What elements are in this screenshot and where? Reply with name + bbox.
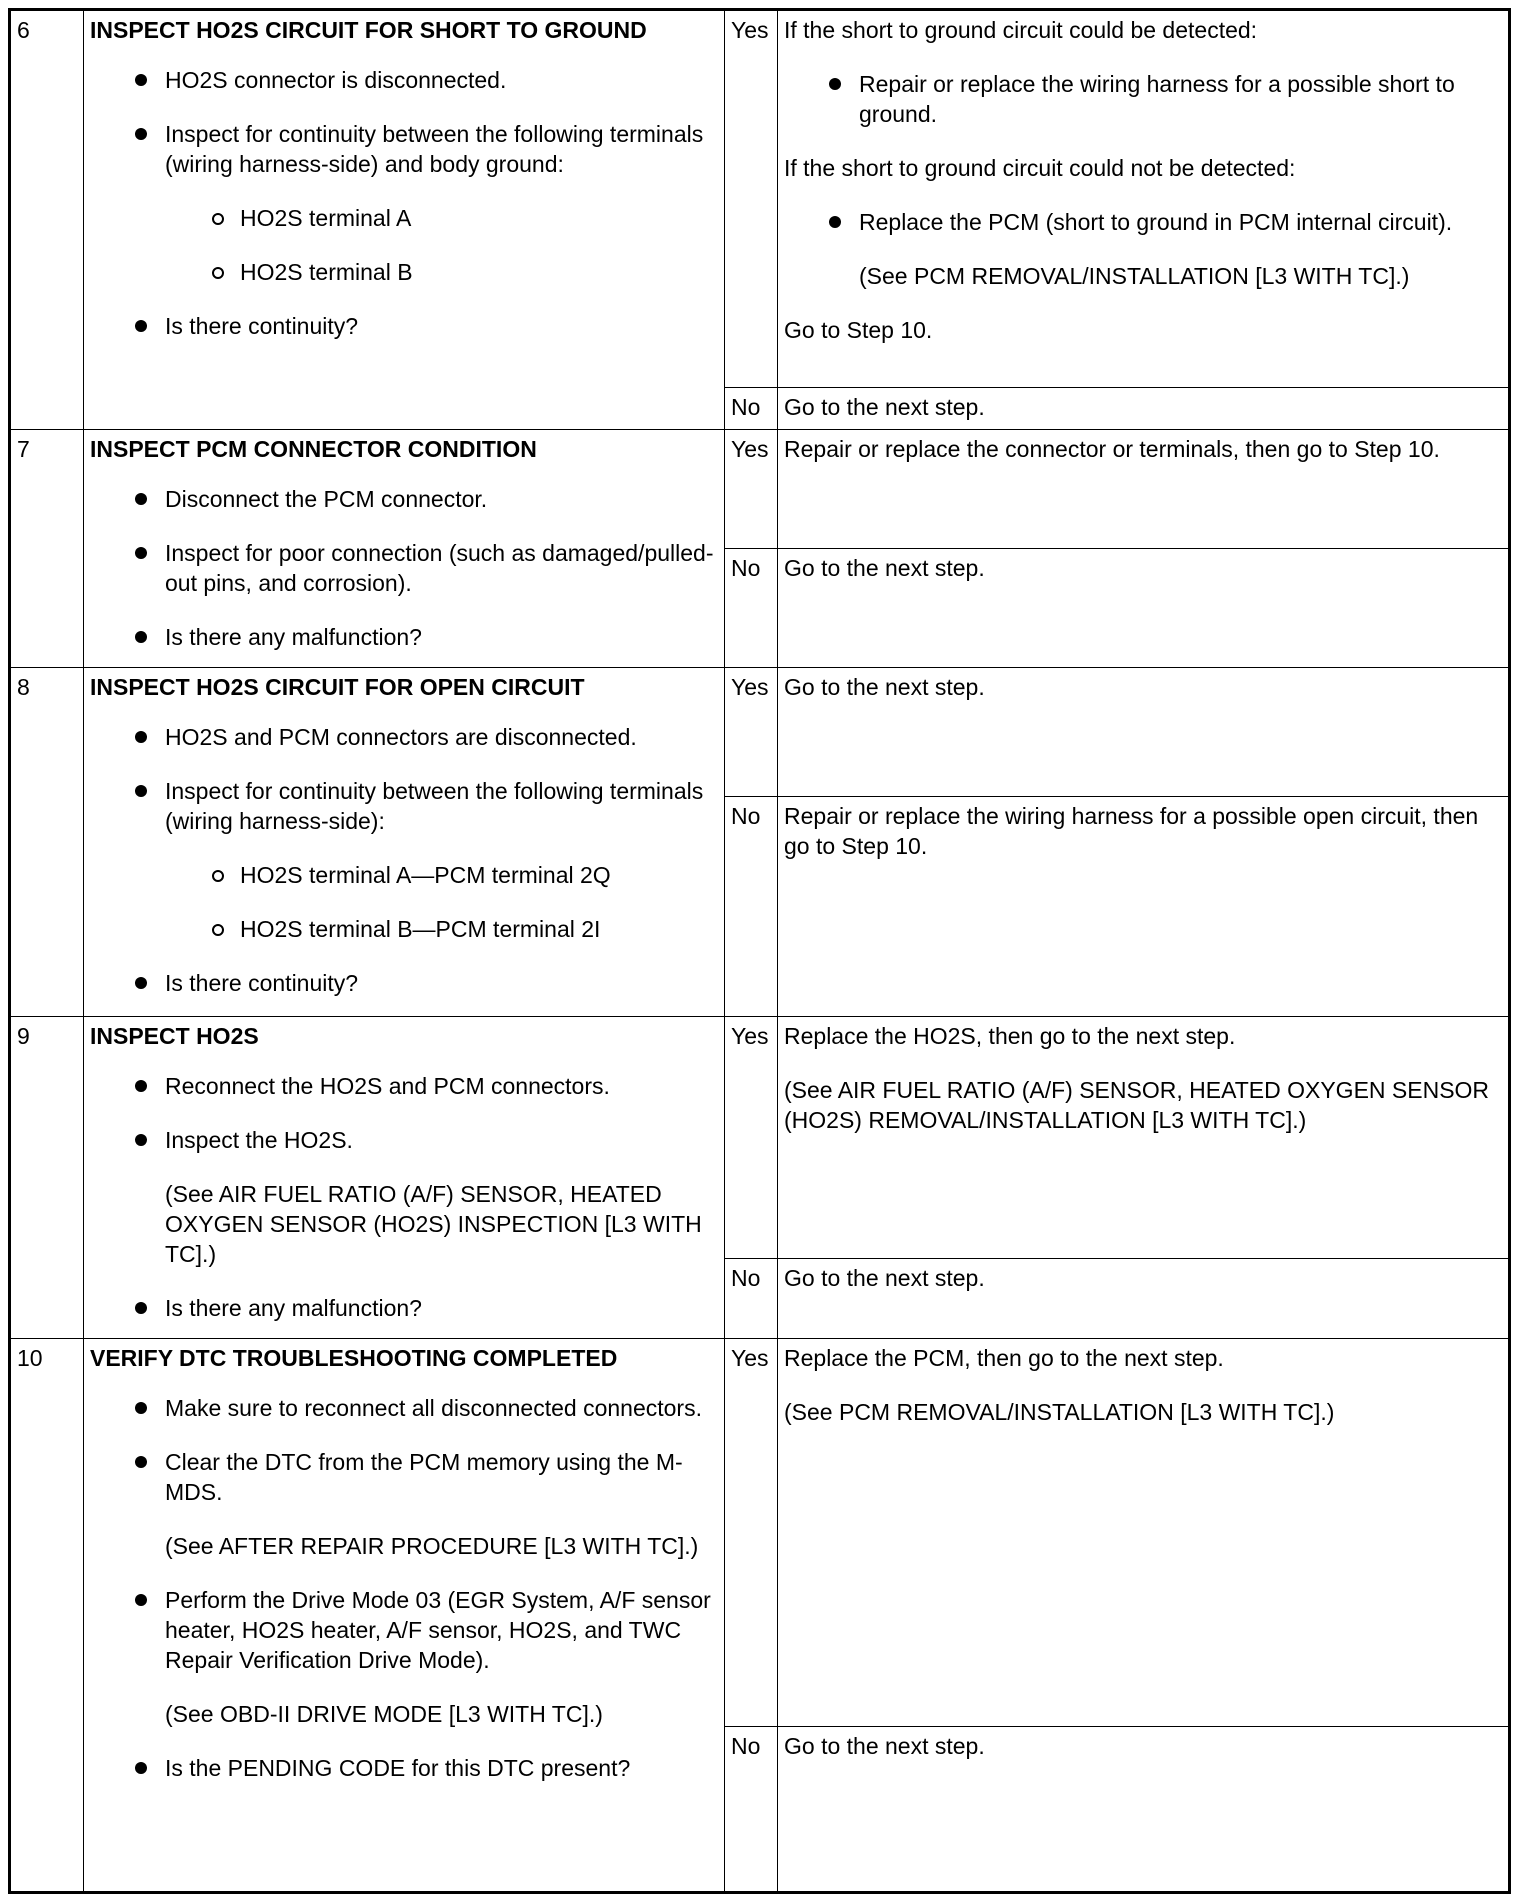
yes-label: Yes bbox=[725, 1339, 778, 1727]
no-label: No bbox=[725, 797, 778, 1017]
yes-label: Yes bbox=[725, 430, 778, 549]
action-item: Is there continuity? bbox=[90, 311, 718, 341]
step-number: 9 bbox=[10, 1017, 84, 1339]
step-10-yes-row bbox=[10, 1339, 1510, 1727]
step-title: INSPECT HO2S CIRCUIT FOR OPEN CIRCUIT bbox=[90, 674, 585, 700]
step-number: 7 bbox=[10, 430, 84, 668]
action-item: HO2S connector is disconnected. bbox=[90, 65, 718, 95]
yes-result: Repair or replace the connector or terminals, then go to Step 10. bbox=[778, 430, 1510, 549]
terminal-item: HO2S terminal B—PCM terminal 2I bbox=[90, 914, 718, 944]
action-item: Is there any malfunction? bbox=[90, 622, 718, 652]
terminal-item: HO2S terminal A bbox=[90, 203, 718, 233]
no-result: Go to the next step. bbox=[778, 549, 1510, 668]
action-item: Inspect for continuity between the following terminals (wiring harness-side) and body ground: HO2S terminal A HO2S terminal B bbox=[90, 119, 718, 287]
step-title: INSPECT HO2S CIRCUIT FOR SHORT TO GROUND bbox=[90, 17, 647, 43]
reference-note: (See AFTER REPAIR PROCEDURE [L3 WITH TC].) bbox=[165, 1533, 699, 1559]
step-number: 6 bbox=[10, 10, 84, 430]
action-item: Inspect the HO2S. (See AIR FUEL RATIO (A/F) SENSOR, HEATED OXYGEN SENSOR (HO2S) INSPECTION [L3 WITH TC].) bbox=[90, 1125, 718, 1269]
yes-label: Yes bbox=[725, 668, 778, 797]
action-item: Inspect for continuity between the following terminals (wiring harness-side): HO2S terminal A—PCM terminal 2Q HO2S terminal B—PCM terminal 2I bbox=[90, 776, 718, 944]
no-result: Repair or replace the wiring harness for a possible open circuit, then go to Step 10. bbox=[778, 797, 1510, 1017]
action-list bbox=[90, 1071, 718, 1323]
action-item: Is the PENDING CODE for this DTC present? bbox=[90, 1753, 718, 1783]
no-label: No bbox=[725, 388, 778, 430]
yes-label: Yes bbox=[725, 10, 778, 388]
result-item: Repair or replace the wiring harness for a possible short to ground. bbox=[784, 69, 1502, 129]
yes-result: Go to the next step. bbox=[778, 668, 1510, 797]
terminal-list bbox=[165, 203, 718, 287]
reference-note: (See PCM REMOVAL/INSTALLATION [L3 WITH TC].) bbox=[784, 1399, 1335, 1425]
step-action bbox=[84, 1339, 725, 1893]
yes-result: Replace the HO2S, then go to the next step. (See AIR FUEL RATIO (A/F) SENSOR, HEATED OXYGEN SENSOR (HO2S) REMOVAL/INSTALLATION [L3 WITH TC].) bbox=[778, 1017, 1510, 1259]
terminal-item: HO2S terminal A—PCM terminal 2Q bbox=[90, 860, 718, 890]
reference-note: (See OBD-II DRIVE MODE [L3 WITH TC].) bbox=[165, 1701, 603, 1727]
no-result: Go to the next step. bbox=[778, 388, 1510, 430]
troubleshooting-table bbox=[8, 8, 1511, 1894]
step-7-yes-row bbox=[10, 430, 1510, 549]
step-action bbox=[84, 430, 725, 668]
no-result: Go to the next step. bbox=[778, 1259, 1510, 1339]
action-item: Reconnect the HO2S and PCM connectors. bbox=[90, 1071, 718, 1101]
result-item: Replace the PCM (short to ground in PCM internal circuit). (See PCM REMOVAL/INSTALLATION [L3 WITH TC].) bbox=[784, 207, 1502, 291]
action-item: Inspect for poor connection (such as damaged/pulled-out pins, and corrosion). bbox=[90, 538, 718, 598]
step-6-yes-row bbox=[10, 10, 1510, 388]
reference-note: (See AIR FUEL RATIO (A/F) SENSOR, HEATED OXYGEN SENSOR (HO2S) INSPECTION [L3 WITH TC].) bbox=[165, 1181, 702, 1267]
step-title: INSPECT PCM CONNECTOR CONDITION bbox=[90, 436, 537, 462]
action-item: Clear the DTC from the PCM memory using the M-MDS. (See AFTER REPAIR PROCEDURE [L3 WITH TC].) bbox=[90, 1447, 718, 1561]
yes-result: If the short to ground circuit could be detected: Repair or replace the wiring harness for a possible short to ground. If the short to ground circuit could not be detected: Replace the PCM (short to ground in PCM internal circuit). (See PCM REMOVAL/INSTALLATION [L3 WITH TC].) Go to Step 10. bbox=[778, 10, 1510, 388]
action-list bbox=[90, 722, 718, 998]
reference-note: (See PCM REMOVAL/INSTALLATION [L3 WITH TC].) bbox=[859, 263, 1410, 289]
reference-note: (See AIR FUEL RATIO (A/F) SENSOR, HEATED OXYGEN SENSOR (HO2S) REMOVAL/INSTALLATION [L3 WITH TC].) bbox=[784, 1077, 1490, 1133]
terminal-item: HO2S terminal B bbox=[90, 257, 718, 287]
step-title: INSPECT HO2S bbox=[90, 1023, 259, 1049]
action-item: Is there continuity? bbox=[90, 968, 718, 998]
action-item: Is there any malfunction? bbox=[90, 1293, 718, 1323]
action-item: Perform the Drive Mode 03 (EGR System, A/F sensor heater, HO2S heater, A/F sensor, HO2S, and TWC Repair Verification Drive Mode). (See OBD-II DRIVE MODE [L3 WITH TC].) bbox=[90, 1585, 718, 1729]
step-9-yes-row bbox=[10, 1017, 1510, 1259]
step-action bbox=[84, 1017, 725, 1339]
action-item: Make sure to reconnect all disconnected connectors. bbox=[90, 1393, 718, 1423]
action-list bbox=[90, 65, 718, 341]
step-action bbox=[84, 10, 725, 430]
terminal-list bbox=[165, 860, 718, 944]
step-number: 10 bbox=[10, 1339, 84, 1893]
step-number: 8 bbox=[10, 668, 84, 1017]
action-item: Disconnect the PCM connector. bbox=[90, 484, 718, 514]
no-label: No bbox=[725, 1727, 778, 1893]
yes-label: Yes bbox=[725, 1017, 778, 1259]
step-title: VERIFY DTC TROUBLESHOOTING COMPLETED bbox=[90, 1345, 618, 1371]
step-8-yes-row bbox=[10, 668, 1510, 797]
action-list bbox=[90, 484, 718, 652]
action-item: HO2S and PCM connectors are disconnected. bbox=[90, 722, 718, 752]
no-result: Go to the next step. bbox=[778, 1727, 1510, 1893]
no-label: No bbox=[725, 549, 778, 668]
yes-result: Replace the PCM, then go to the next step. (See PCM REMOVAL/INSTALLATION [L3 WITH TC].) bbox=[778, 1339, 1510, 1727]
step-action bbox=[84, 668, 725, 1017]
action-list bbox=[90, 1393, 718, 1783]
no-label: No bbox=[725, 1259, 778, 1339]
